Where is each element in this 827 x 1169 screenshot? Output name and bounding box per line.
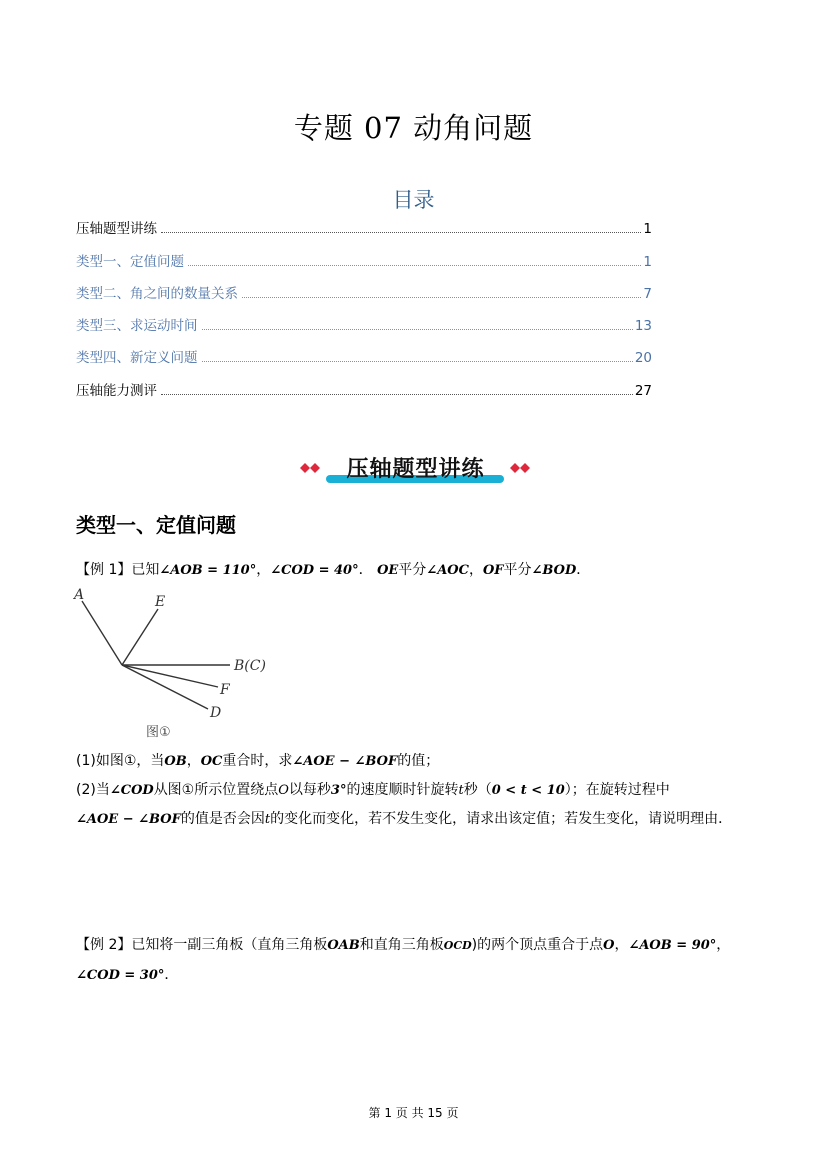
label-e: E [155, 594, 166, 610]
toc-item-label: 压轴能力测评 [76, 383, 157, 399]
page-title: 专题 07 动角问题 [293, 111, 534, 145]
toc-item[interactable] [76, 219, 652, 237]
toc-item[interactable] [76, 381, 652, 399]
banner-title: 压轴题型讲练 [346, 457, 485, 482]
example-1-statement: 【例 1】已知∠AOB = 110°，∠COD = 40°． OE平分∠AOC，OF平分∠BOD． [76, 562, 591, 578]
toc-leader [161, 394, 633, 395]
toc-item[interactable] [76, 252, 652, 270]
toc-item-page: 20 [634, 350, 652, 366]
toc-item-page: 13 [634, 318, 652, 334]
toc-item[interactable] [76, 284, 652, 302]
toc-item-page: 1 [643, 254, 652, 270]
toc-leader [161, 232, 641, 233]
toc-item-label: 类型一、定值问题 [76, 254, 184, 270]
question-2-line-1: (2)当∠COD从图①所示位置绕点O以每秒3°的速度顺时针旋转t秒（0 < t < 10）；在旋转过程中 [76, 782, 670, 798]
ray-oe [122, 609, 158, 665]
toc-item-page: 27 [634, 383, 652, 399]
toc-leader [202, 329, 633, 330]
example-2-line-1: 【例 2】已知将一副三角板（直角三角板OAB和直角三角板OCD)的两个顶点重合于点O，∠AOB = 90°， [76, 937, 731, 953]
label-a: A [74, 587, 85, 603]
section-heading: 类型一、定值问题 [76, 513, 236, 537]
question-2-line-2: ∠AOE − ∠BOF的值是否会因t的变化而变化，若不发生变化，请求出该定值；若发生变化，请说明理由． [76, 811, 733, 827]
toc-item-label: 压轴题型讲练 [76, 221, 157, 237]
page-footer: 第 1 页 共 15 页 [368, 1106, 459, 1120]
toc-leader [202, 361, 633, 362]
label-bc: B(C) [234, 658, 266, 674]
figure-caption: 图① [146, 725, 171, 740]
toc-leader [188, 265, 641, 266]
question-1: (1)如图①，当OB，OC重合时，求∠AOE − ∠BOF的值； [76, 753, 440, 769]
toc-heading: 目录 [392, 188, 435, 212]
label-d: D [210, 705, 222, 721]
toc-item-label: 类型二、角之间的数量关系 [76, 286, 238, 302]
toc-item-label: 类型三、求运动时间 [76, 318, 198, 334]
toc-item-page: 1 [643, 221, 652, 237]
example-2-line-2: ∠COD = 30°． [76, 967, 179, 983]
ray-od [122, 665, 208, 709]
toc-item-page: 7 [643, 286, 652, 302]
label-f: F [220, 682, 230, 698]
ray-oa [82, 601, 122, 665]
figure-1-diagram [70, 584, 280, 744]
toc-item[interactable] [76, 316, 652, 334]
ray-of [122, 665, 218, 687]
toc-item[interactable] [76, 348, 652, 366]
toc-item-label: 类型四、新定义问题 [76, 350, 198, 366]
toc-leader [242, 297, 641, 298]
